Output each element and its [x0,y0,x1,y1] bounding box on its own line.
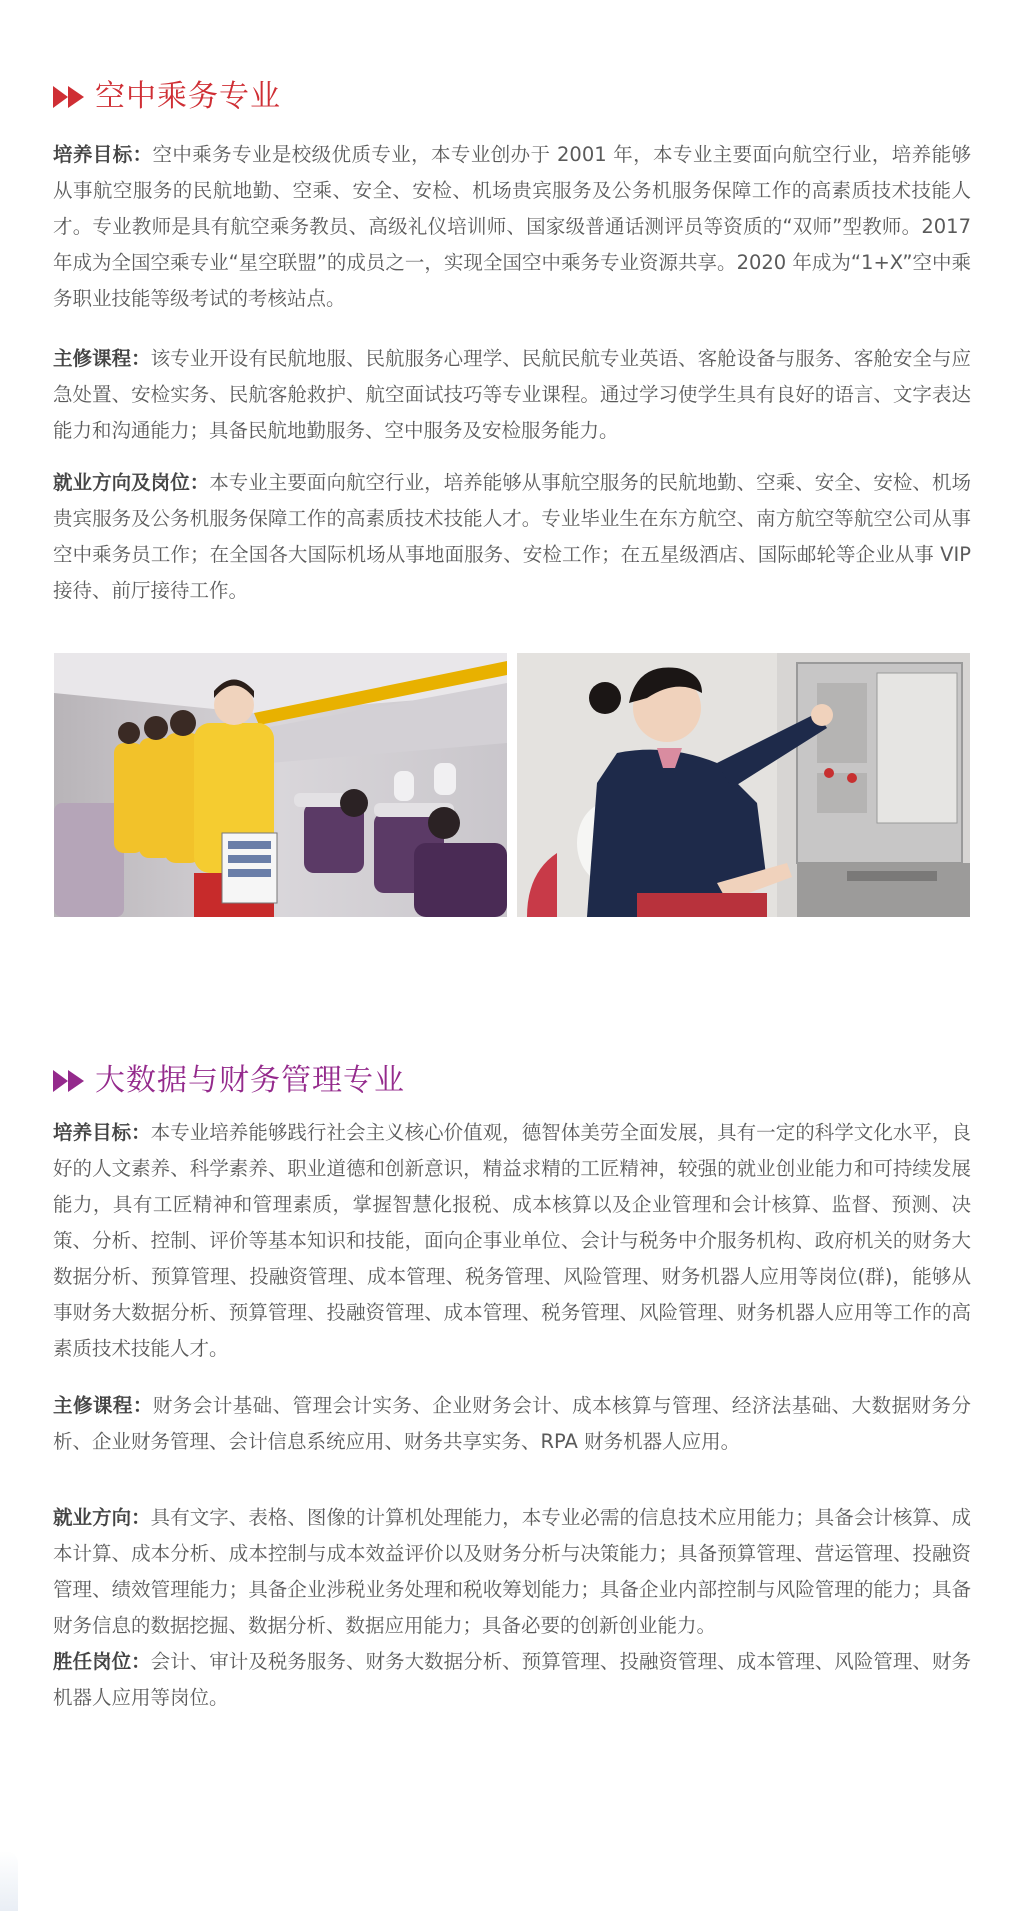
paragraph-label: 培养目标： [53,1121,151,1144]
paragraph-career [53,465,971,609]
section-heading-flight-attendant [53,75,281,119]
paragraph-label-positions: 胜任岗位： [53,1650,151,1673]
section-title: 空中乘务专业 [95,79,281,114]
paragraph-label: 主修课程： [53,347,151,370]
section-heading-big-data-finance [53,1059,405,1103]
paragraph-training-goal [53,1115,971,1367]
photo-galley-equipment [517,653,970,917]
paragraph-label: 就业方向： [53,1506,151,1529]
paragraph-label: 培养目标： [53,143,153,166]
double-triangle-right-icon [53,1068,87,1094]
paragraph-text: 该专业开设有民航地服、民航服务心理学、民航民航专业英语、客舱设备与服务、客舱安全与应急处置、安检实务、民航客舱救护、航空面试技巧等专业课程。通过学习使学生具有良好的语言、文字表达能力和沟通能力；具备民航地勤服务、空中服务及安检服务能力。 [53,347,971,442]
corner-decoration [0,1851,18,1911]
paragraph-text: 空中乘务专业是校级优质专业，本专业创办于 2001 年，本专业主要面向航空行业，培养能够从事航空服务的民航地勤、空乘、安全、安检、机场贵宾服务及公务机服务保障工作的高素质技术技能人才。专业教师是具有航空乘务教员、高级礼仪培训师、国家级普通话测评员等资质的“双师”型教师。2017 年成为全国空乘专业“星空联盟”的成员之一，实现全国空中乘务专业资源共享。2020 年成为“1+X”空中乘务职业技能等级考试的考核站点。 [53,143,971,310]
paragraph-text: 本专业培养能够践行社会主义核心价值观，德智体美劳全面发展，具有一定的科学文化水平，良好的人文素养、科学素养、职业道德和创新意识，精益求精的工匠精神，较强的就业创业能力和可持续发展能力，具有工匠精神和管理素质，掌握智慧化报税、成本核算以及企业管理和会计核算、监督、预测、决策、分析、控制、评价等基本知识和技能，面向企事业单位、会计与税务中介服务机构、政府机关的财务大数据分析、预算管理、投融资管理、成本管理、税务管理、风险管理、财务机器人应用等岗位(群)，能够从事财务大数据分析、预算管理、投融资管理、成本管理、税务管理、风险管理、财务机器人应用等工作的高素质技术技能人才。 [53,1121,971,1360]
paragraph-text-positions: 会计、审计及税务服务、财务大数据分析、预算管理、投融资管理、成本管理、风险管理、财务机器人应用等岗位。 [53,1650,971,1709]
paragraph-career [53,1500,971,1716]
paragraph-label: 主修课程： [53,1394,153,1417]
paragraph-main-courses [53,1388,971,1460]
section-title: 大数据与财务管理专业 [95,1063,405,1098]
paragraph-label: 就业方向及岗位： [53,471,210,494]
photo-cabin-safety-demo [54,653,507,917]
paragraph-text: 具有文字、表格、图像的计算机处理能力，本专业必需的信息技术应用能力；具备会计核算、成本计算、成本分析、成本控制与成本效益评价以及财务分析与决策能力；具备预算管理、营运管理、投融资管理、绩效管理能力；具备企业涉税业务处理和税收筹划能力；具备企业内部控制与风险管理的能力；具备财务信息的数据挖掘、数据分析、数据应用能力；具备必要的创新创业能力。 [53,1506,971,1637]
double-triangle-right-icon [53,84,87,110]
paragraph-text: 本专业主要面向航空行业，培养能够从事航空服务的民航地勤、空乘、安全、安检、机场贵宾服务及公务机服务保障工作的高素质技术技能人才。专业毕业生在东方航空、南方航空等航空公司从事空中乘务员工作；在全国各大国际机场从事地面服务、安检工作；在五星级酒店、国际邮轮等企业从事 VIP 接待、前厅接待工作。 [53,471,971,602]
paragraph-text: 财务会计基础、管理会计实务、企业财务会计、成本核算与管理、经济法基础、大数据财务分析、企业财务管理、会计信息系统应用、财务共享实务、RPA 财务机器人应用。 [53,1394,971,1453]
paragraph-main-courses [53,341,971,449]
paragraph-training-goal [53,137,971,317]
